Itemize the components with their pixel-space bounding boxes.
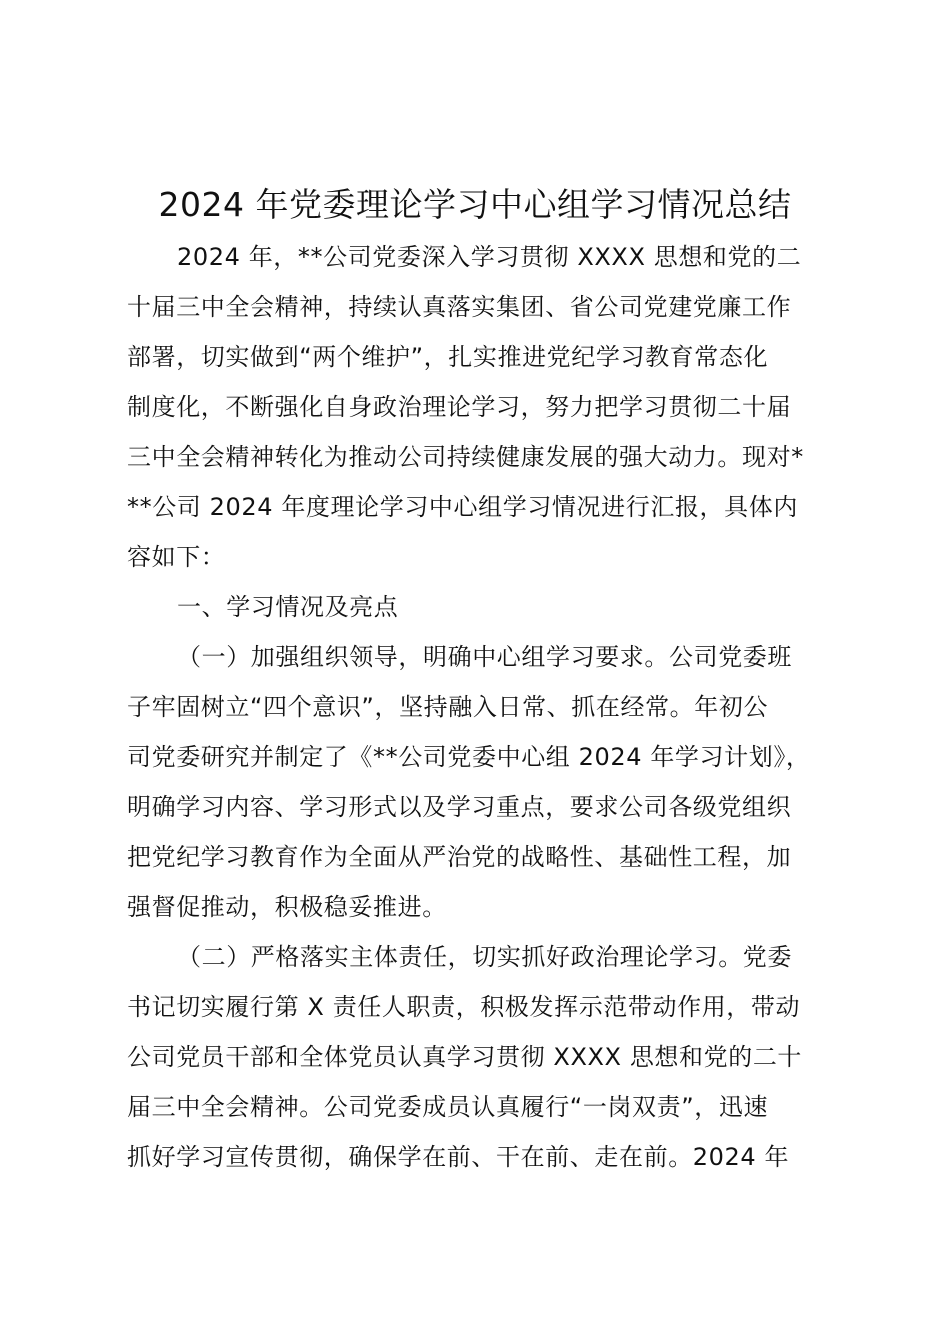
body-line: 明确学习内容、学习形式以及学习重点，要求公司各级党组织: [127, 793, 792, 821]
body-line: 部署，切实做到“两个维护”，扎实推进党纪学习教育常态化: [127, 343, 769, 371]
document-body: [127, 232, 847, 1182]
body-line: 2024 年，**公司党委深入学习贯彻 XXXX 思想和党的二: [177, 243, 802, 271]
body-line: 把党纪学习教育作为全面从严治党的战略性、基础性工程，加: [127, 843, 792, 871]
body-line: 抓好学习宣传贯彻，确保学在前、干在前、走在前。2024 年: [127, 1143, 790, 1171]
body-line: 子牢固树立“四个意识”，坚持融入日常、抓在经常。年初公: [127, 693, 769, 721]
body-line: 三中全会精神转化为推动公司持续健康发展的强大动力。现对*: [127, 443, 804, 471]
body-line: 司党委研究并制定了《**公司党委中心组 2024 年学习计划》，: [127, 743, 811, 771]
document-title: 2024 年党委理论学习中心组学习情况总结: [158, 185, 792, 224]
body-line: 公司党员干部和全体党员认真学习贯彻 XXXX 思想和党的二十: [127, 1043, 803, 1071]
body-line: 书记切实履行第 X 责任人职责，积极发挥示范带动作用，带动: [127, 993, 801, 1021]
body-line: 十届三中全会精神，持续认真落实集团、省公司党建党廉工作: [127, 293, 792, 321]
body-line: 届三中全会精神。公司党委成员认真履行“一岗双责”，迅速: [127, 1093, 769, 1121]
body-line: （一）加强组织领导，明确中心组学习要求。公司党委班: [177, 643, 792, 671]
body-line: 容如下：: [127, 543, 226, 571]
body-line: （二）严格落实主体责任，切实抓好政治理论学习。党委: [177, 943, 792, 971]
body-line: 强督促推动，积极稳妥推进。: [127, 893, 447, 921]
section-heading: 一、学习情况及亮点: [177, 593, 399, 621]
body-line: 制度化，不断强化自身政治理论学习，努力把学习贯彻二十届: [127, 393, 792, 421]
body-line: **公司 2024 年度理论学习中心组学习情况进行汇报，具体内: [127, 493, 798, 521]
